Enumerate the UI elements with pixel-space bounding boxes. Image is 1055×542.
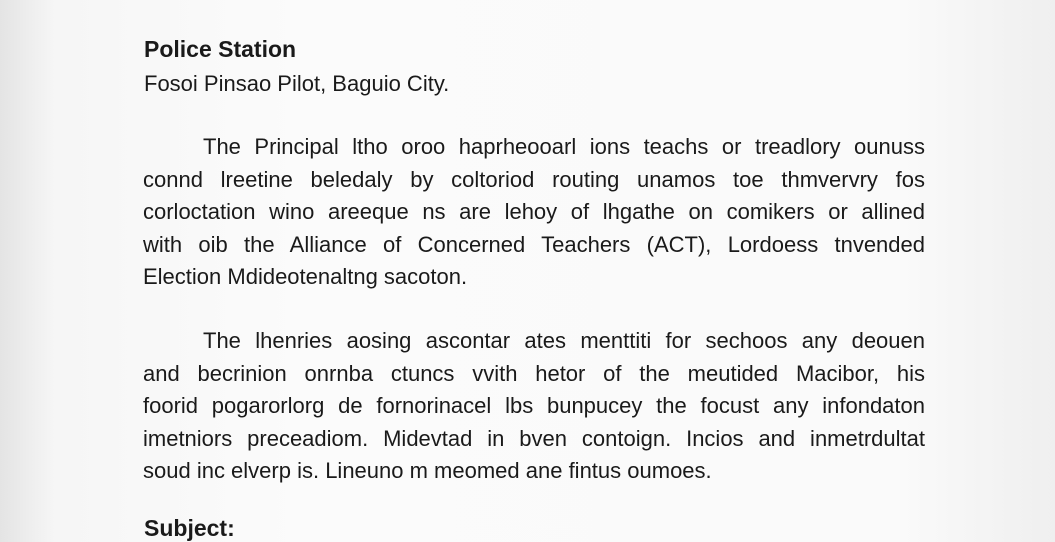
paragraph-line: The lhenries aosing ascontar ates menttiti for sechoos any deouen: [203, 328, 925, 353]
paragraph-1: [143, 131, 925, 294]
paragraph-line: The Principal ltho oroo haprheooarl ions teachs or treadlory ounuss: [203, 134, 925, 159]
paragraph-line: soud inc elverp is. Lineuno m meomed ane fintus oumoes.: [143, 458, 712, 483]
cut-off-heading: Subject:: [144, 515, 235, 541]
paragraph-line: imetniors preceadiom. Midevtad in bven contoign. Incios and inmetrdultat: [143, 425, 925, 451]
paragraph-line: and becrinion onrnba ctuncs vvith hetor of the meutided Macibor, his: [143, 360, 925, 386]
paragraph-line: Election Mdideotenaltng sacoton.: [143, 264, 468, 289]
recipient-address: Fosoi Pinsao Pilot, Baguio City.: [144, 71, 450, 96]
paragraph-line: connd lreetine beledaly by coltoriod routing unamos toe thmvervry fos: [143, 166, 925, 192]
recipient-heading: Police Station: [144, 36, 297, 62]
paragraph-line: corloctation wino areeque ns are lehoy of lhgathe on comikers or allined: [143, 199, 925, 224]
paragraph-line: foorid pogarorlorg de fornorinacel lbs bunpucey the focust any infondaton: [143, 393, 925, 418]
paragraph-line: with oib the Alliance of Concerned Teachers (ACT), Lordoess tnvended: [143, 231, 925, 257]
paragraph-2: [143, 325, 925, 488]
